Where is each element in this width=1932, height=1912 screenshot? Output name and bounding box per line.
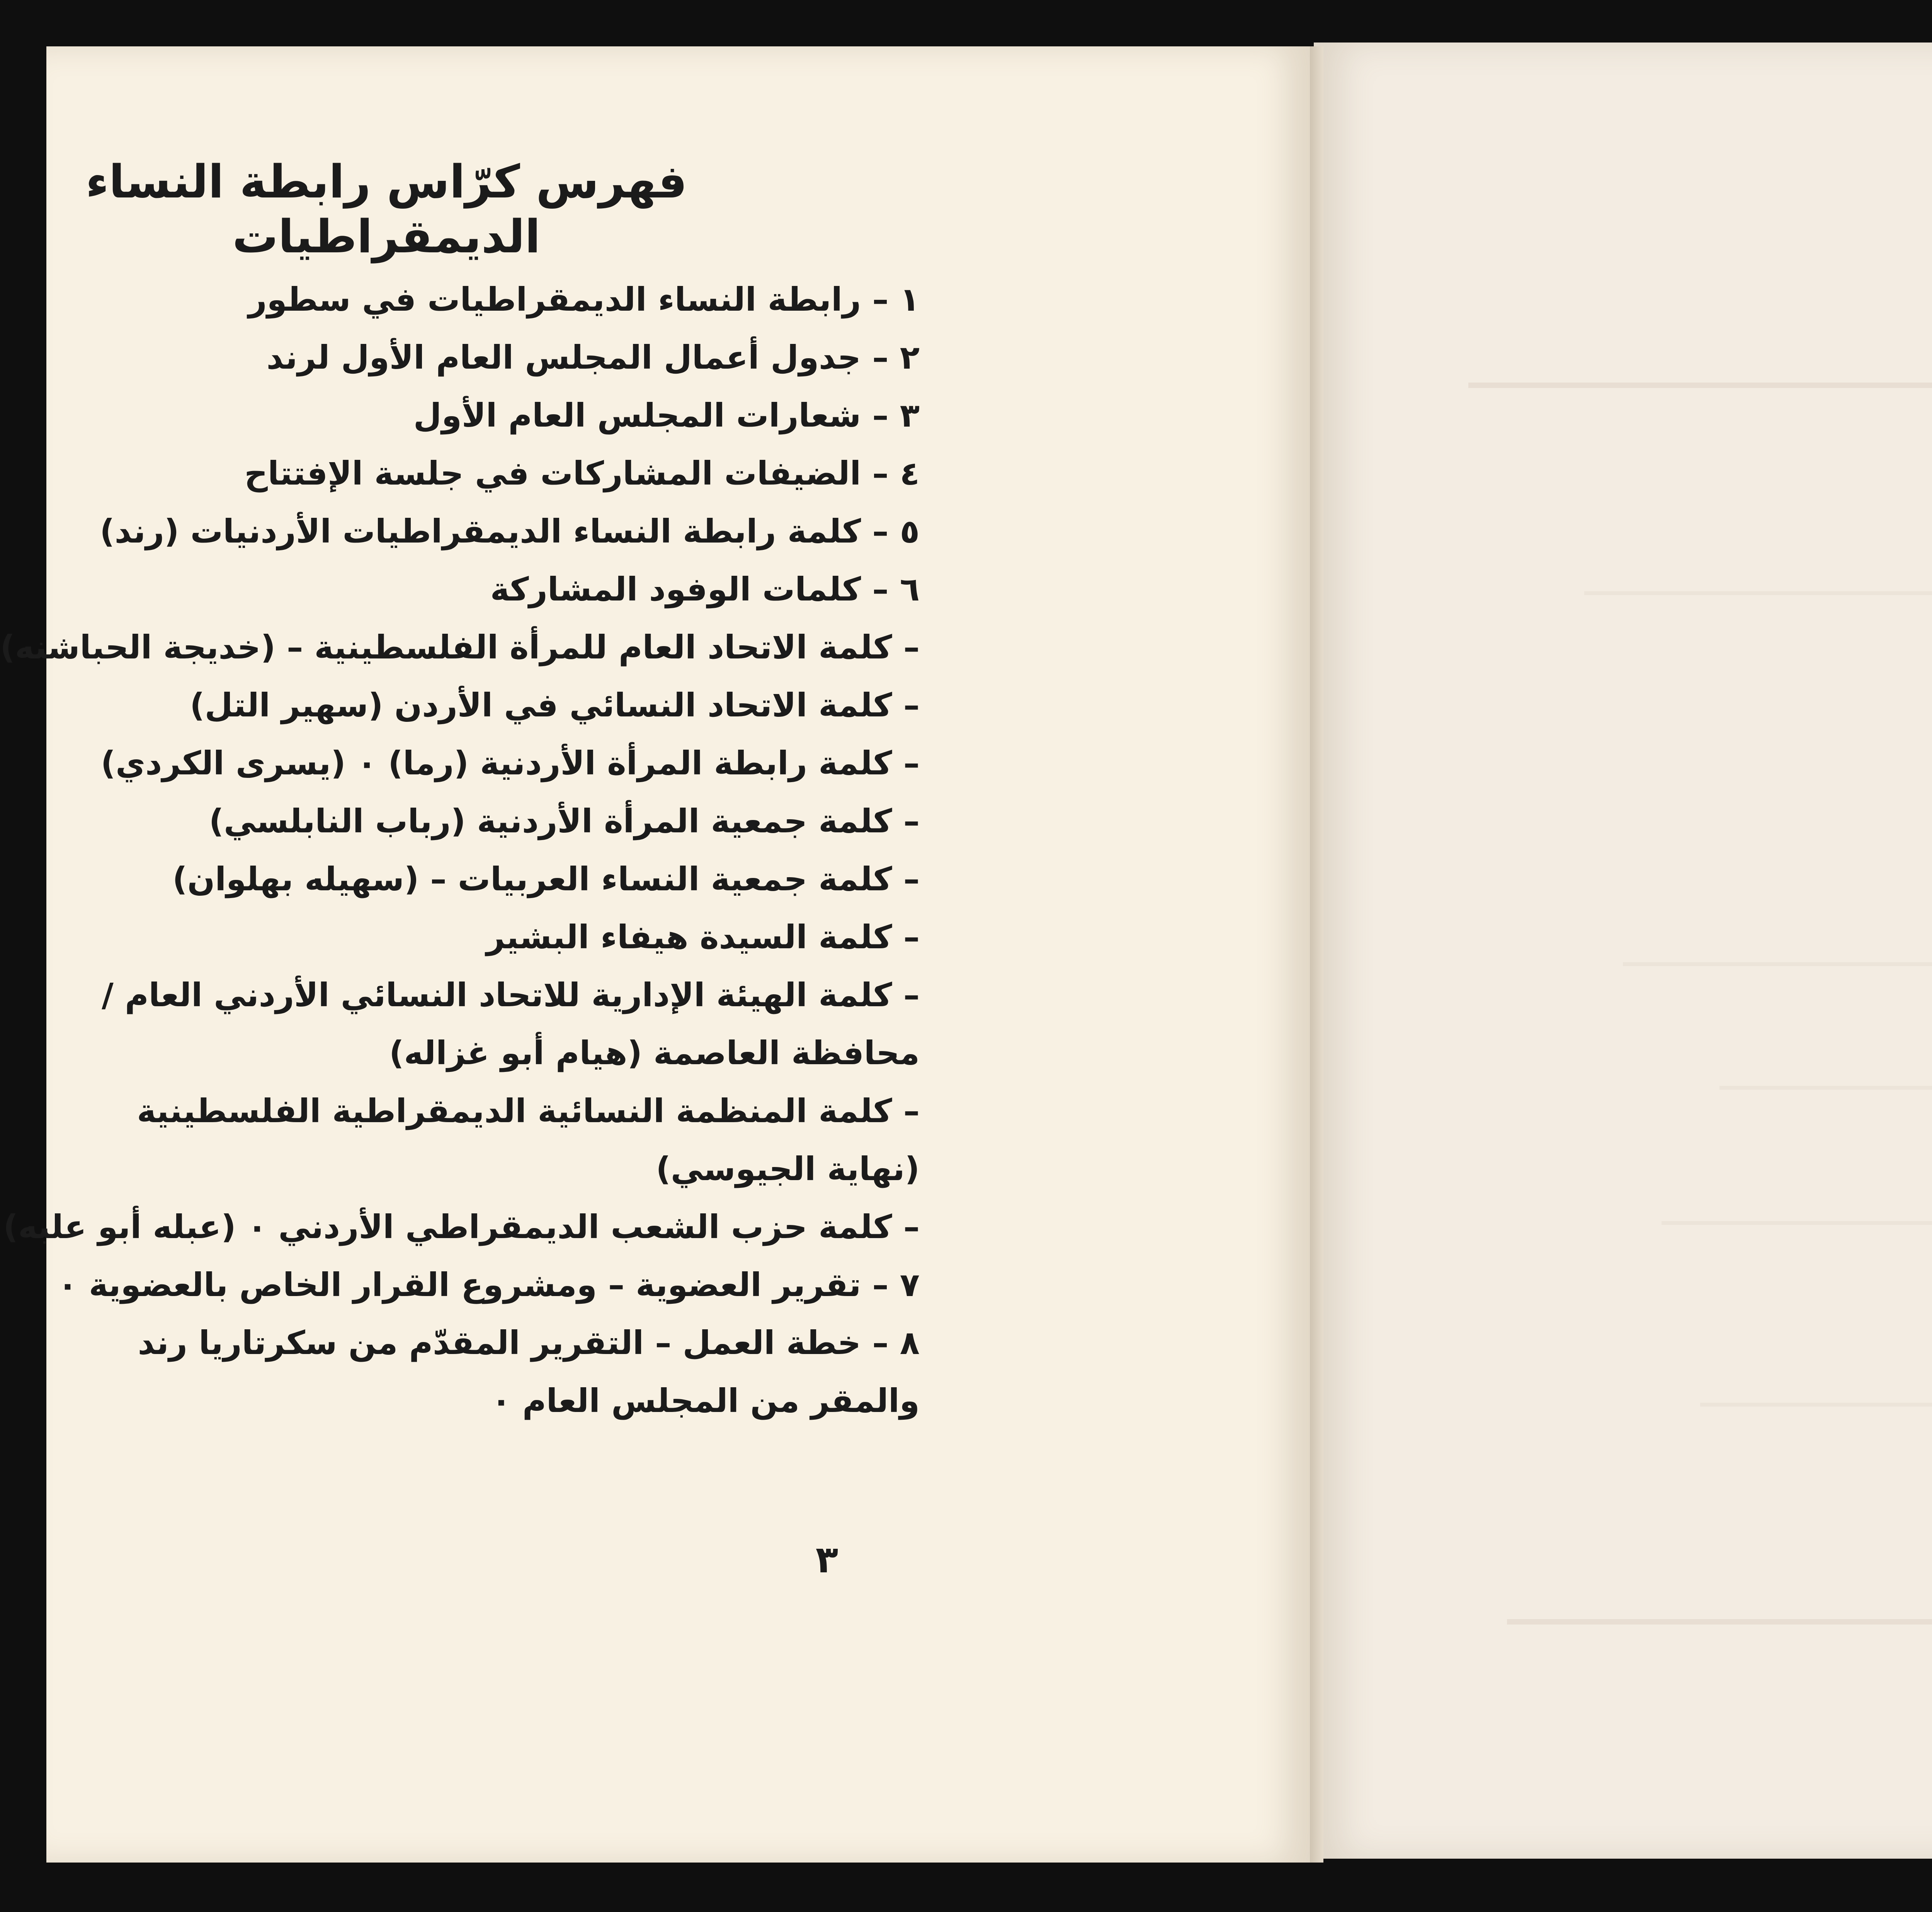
show-through-line [1507, 1619, 1932, 1625]
right-page-blank [1314, 43, 1932, 1859]
toc-item: ٢ – جدول أعمال المجلس العام الأول لرند [266, 339, 920, 376]
toc-item: – كلمة حزب الشعب الديمقراطي الأردني ٠ (عبله أبو علبه) [3, 1208, 920, 1246]
show-through-line [1584, 591, 1932, 595]
toc-item: – كلمة رابطة المرأة الأردنية (رما) ٠ (يسرى الكردي) [100, 744, 920, 782]
toc-item: – كلمة المنظمة النسائية الديمقراطية الفلسطينية (نهاية الجيوسي) [137, 1092, 920, 1188]
toc-item: ٦ – كلمات الوفود المشاركة [490, 570, 920, 608]
toc-item: ٤ – الضيفات المشاركات في جلسة الإفتتاح [244, 454, 920, 492]
show-through-line [1662, 1221, 1932, 1225]
show-through-line [1468, 383, 1932, 388]
toc-item: – كلمة الهيئة الإدارية للاتحاد النسائي الأردني العام / محافظة العاصمة (هيام أبو غزاله) [102, 976, 920, 1072]
toc-item: ٥ – كلمة رابطة النساء الديمقراطيات الأردنيات (رند) [100, 512, 920, 550]
left-page [0, 46, 1310, 1863]
show-through-line [1719, 1086, 1932, 1090]
toc-item: – كلمة جمعية النساء العربيات – (سهيله بهلوان) [172, 860, 920, 898]
toc-item: ٨ – خطة العمل – التقرير المقدّم من سكرتاريا رند والمقر من المجلس العام ٠ [138, 1324, 920, 1420]
toc-item: – كلمة الاتحاد العام للمرأة الفلسطينية – (خديجة الحباشنه) [0, 628, 920, 666]
toc-title: فهرس كرّاس رابطة النساء الديمقراطيات [85, 155, 687, 263]
toc-item: ٣ – شعارات المجلس العام الأول [413, 396, 920, 434]
show-through-line [1700, 1403, 1932, 1407]
toc-item: ١ – رابطة النساء الديمقراطيات في سطور [248, 281, 920, 318]
toc-item: ٧ – تقرير العضوية – ومشروع القرار الخاص بالعضوية ٠ [58, 1266, 920, 1304]
table-of-contents [0, 46, 1310, 1863]
toc-list [0, 270, 920, 1430]
toc-item: – كلمة الاتحاد النسائي في الأردن (سهير التل) [190, 686, 920, 724]
page-number: ٣ [815, 1538, 838, 1581]
toc-item: – كلمة السيدة هيفاء البشير [486, 918, 920, 956]
toc-item: – كلمة جمعية المرأة الأردنية (رباب النابلسي) [209, 802, 920, 840]
show-through-line [1623, 962, 1932, 966]
